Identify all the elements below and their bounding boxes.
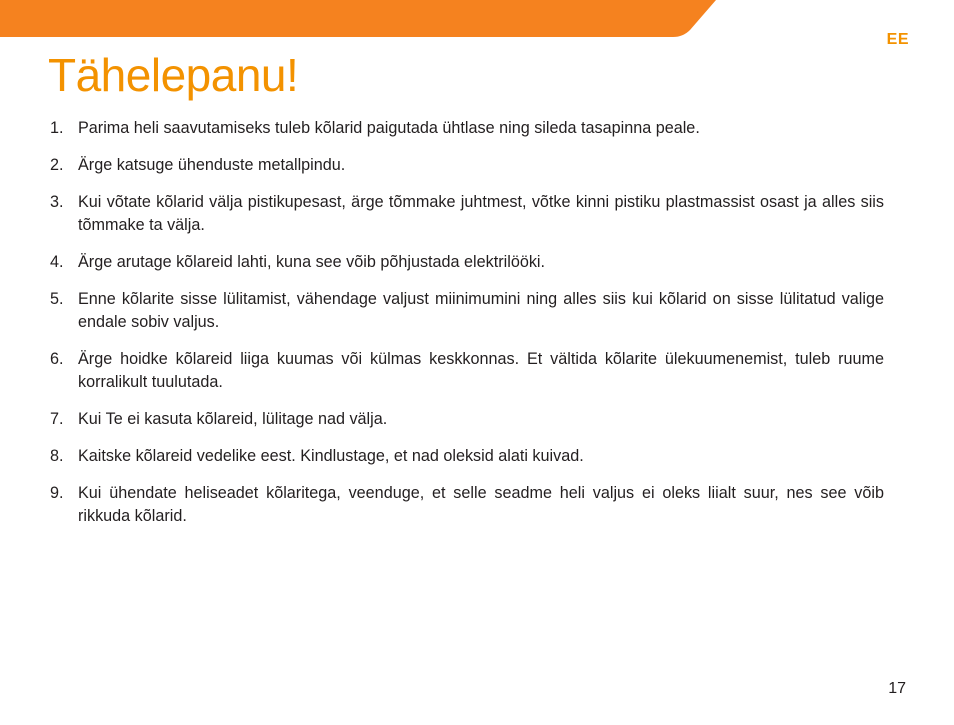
list-item [50, 191, 884, 237]
list-item-number: 7. [50, 410, 64, 428]
list-item-text: Kui võtate kõlarid välja pistikupesast, ärge tõmmake juhtmest, võtke kinni pistiku plastmassist osast ja alles siis tõmmake ta välja. [78, 193, 884, 234]
list-item-number: 8. [50, 447, 64, 465]
language-code: EE [886, 31, 909, 48]
list-item-number: 5. [50, 290, 64, 308]
list-item [50, 348, 884, 394]
list-item-text: Kui Te ei kasuta kõlareid, lülitage nad välja. [78, 410, 388, 428]
list-item-text: Ärge arutage kõlareid lahti, kuna see võib põhjustada elektrilööki. [78, 253, 546, 271]
list-item [50, 482, 884, 528]
page-title: Tähelepanu! [48, 49, 299, 101]
list-item [50, 117, 884, 140]
list-item [50, 408, 884, 431]
list-item [50, 154, 884, 177]
list-item-number: 3. [50, 193, 64, 211]
list-item-text: Kaitske kõlareid vedelike eest. Kindlustage, et nad oleksid alati kuivad. [78, 447, 584, 465]
list-item-text: Ärge hoidke kõlareid liiga kuumas või külmas keskkonnas. Et vältida kõlarite ülekuumenemist, tuleb ruume korralikult tuulutada. [78, 350, 884, 391]
list-item-text: Kui ühendate heliseadet kõlaritega, veenduge, et selle seadme heli valjus ei oleks liialt suur, nes see võib rikkuda kõlarid. [78, 484, 884, 525]
list-item [50, 445, 884, 468]
list-item [50, 288, 884, 334]
header-orange-band [0, 0, 954, 40]
list-item-number: 4. [50, 253, 64, 271]
notes-list [50, 117, 884, 542]
list-item [50, 251, 884, 274]
list-item-number: 9. [50, 484, 64, 502]
list-item-text: Enne kõlarite sisse lülitamist, vähendage valjust miinimumini ning alles siis kui kõlarid on sisse lülitatud valige endale sobiv valjus. [78, 290, 884, 331]
list-item-number: 6. [50, 350, 64, 368]
list-item-text: Ärge katsuge ühenduste metallpindu. [78, 156, 346, 174]
list-item-text: Parima heli saavutamiseks tuleb kõlarid paigutada ühtlase ning sileda tasapinna peale. [78, 119, 700, 137]
list-item-number: 1. [50, 119, 64, 137]
page-number: 17 [888, 680, 906, 697]
list-item-number: 2. [50, 156, 64, 174]
